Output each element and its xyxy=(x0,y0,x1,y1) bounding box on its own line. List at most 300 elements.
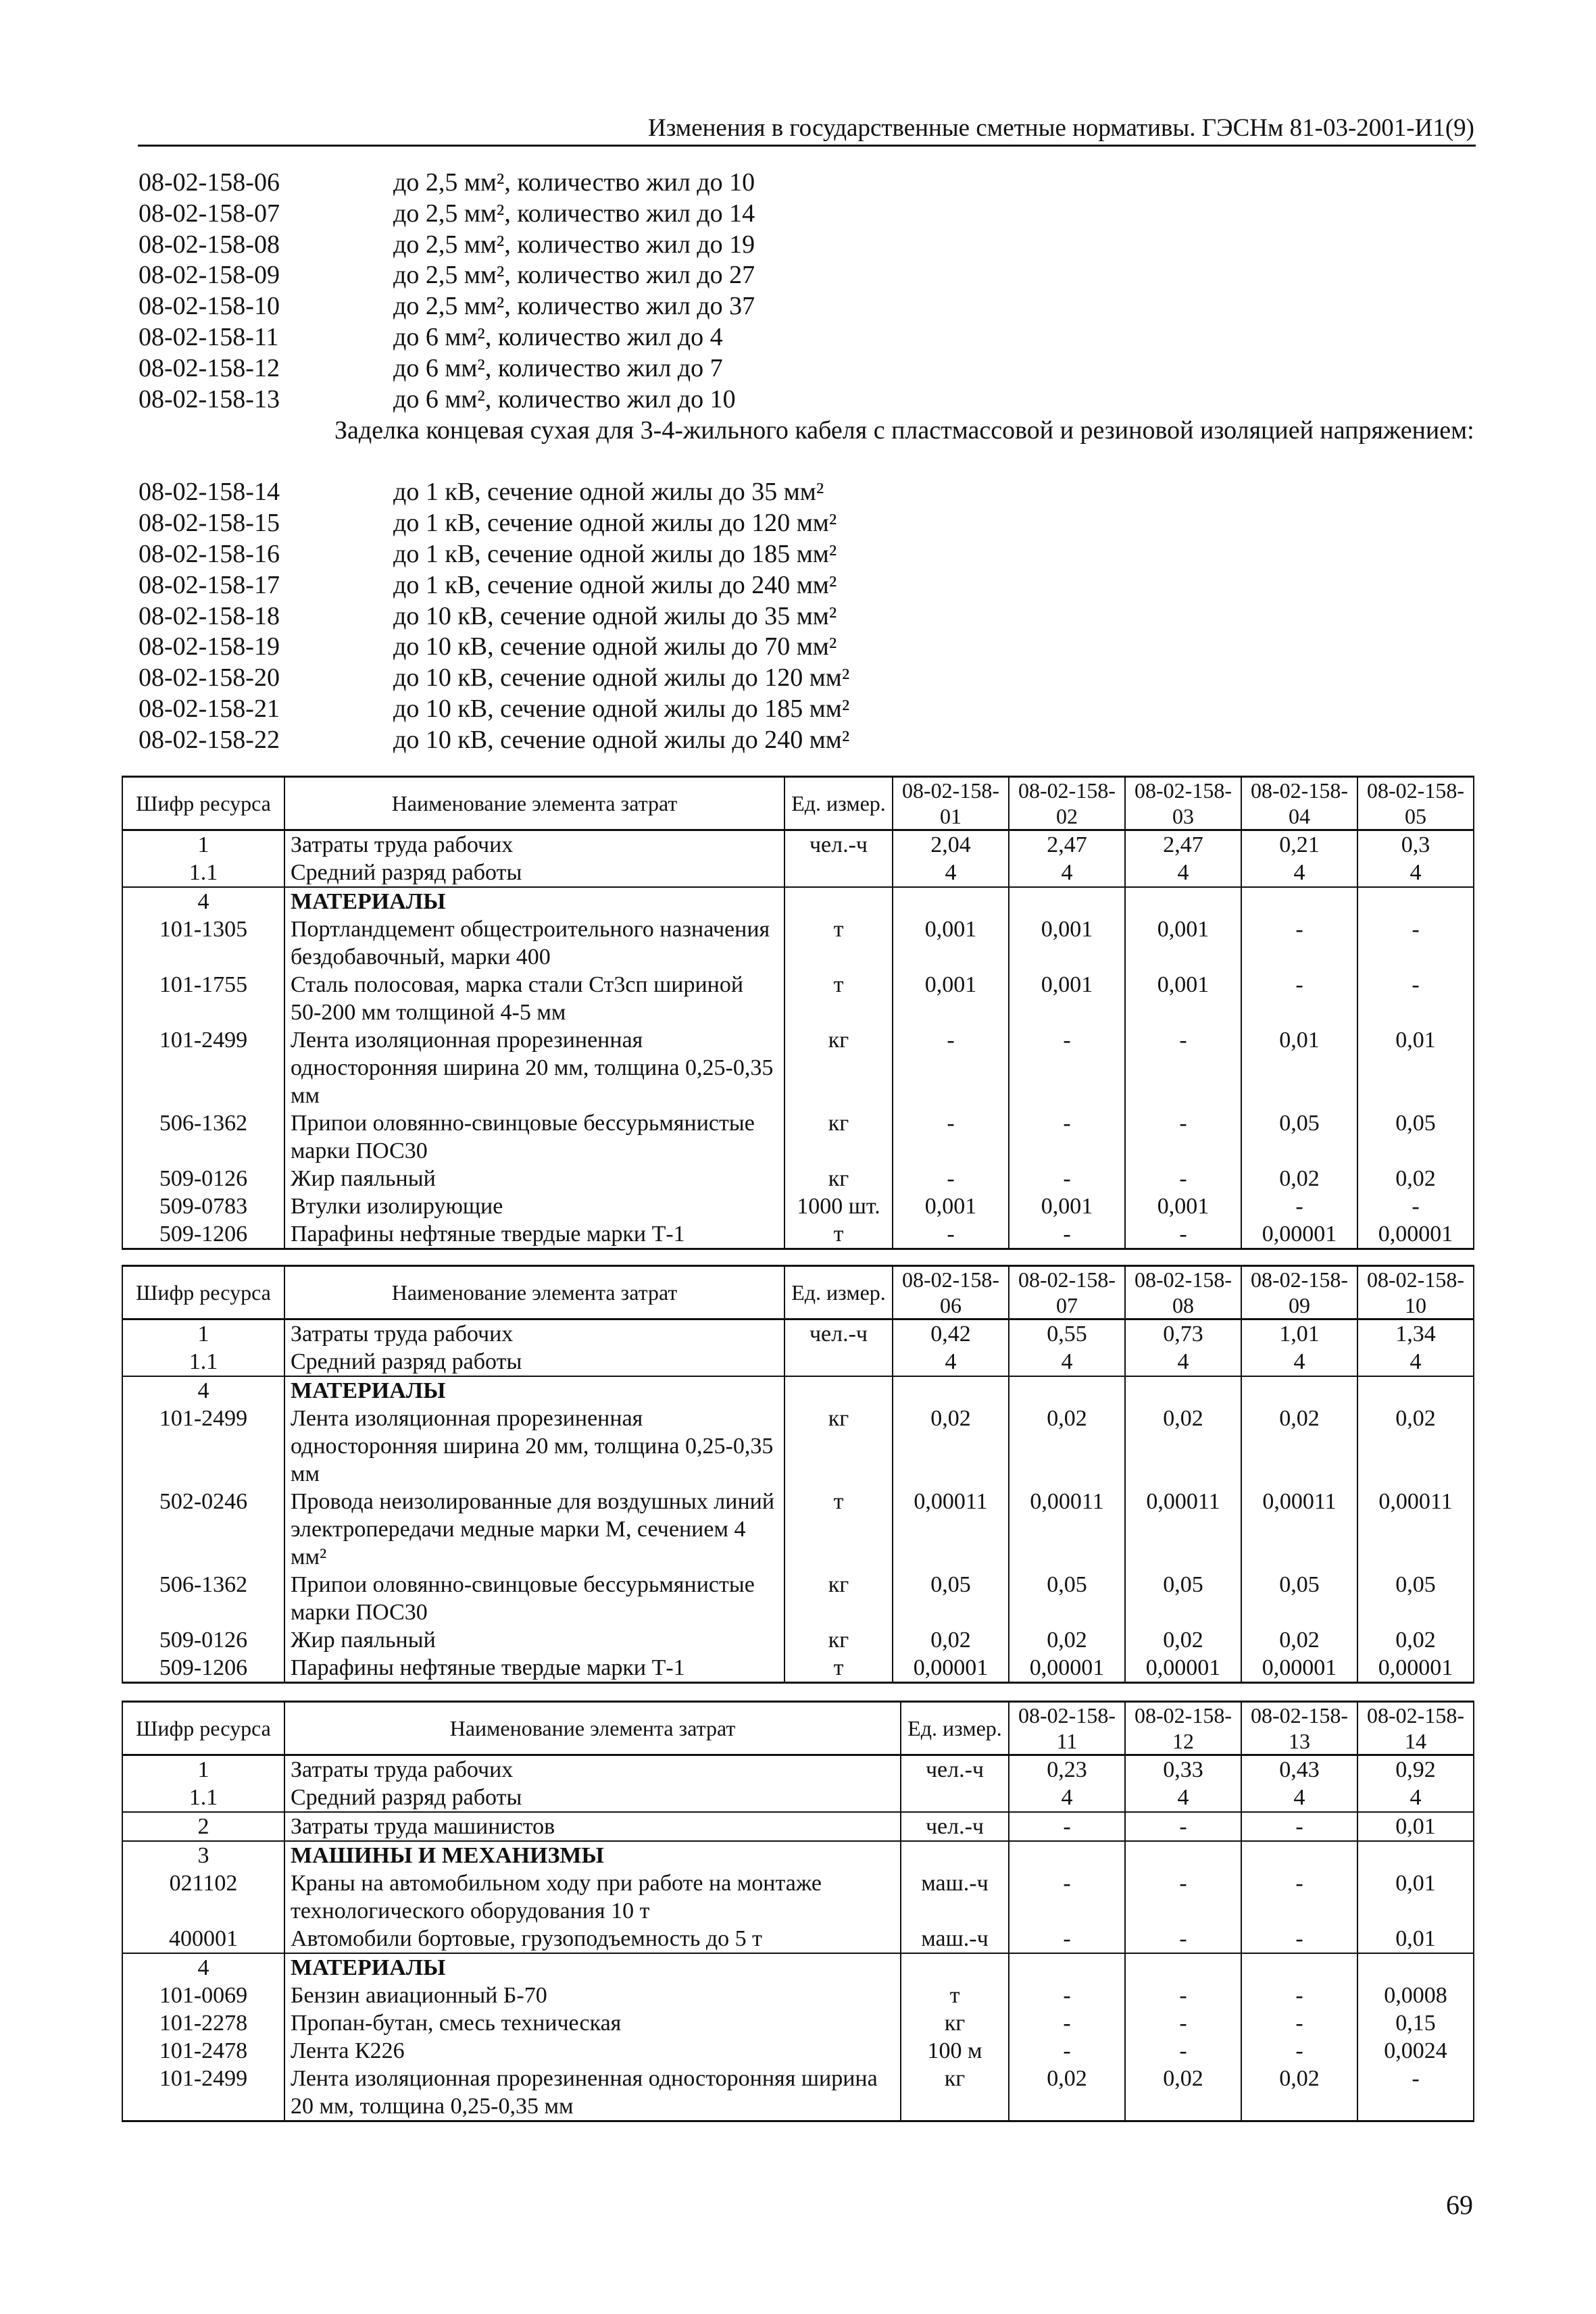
cell-value: - xyxy=(1009,1026,1125,1109)
code-list-item xyxy=(139,322,1476,353)
item-code: 08-02-158-20 xyxy=(139,663,280,693)
item-code: 08-02-158-16 xyxy=(139,539,280,568)
cell-name: Сталь полосовая, марка стали Ст3сп шириной 50-200 мм толщиной 4-5 мм xyxy=(284,971,784,1026)
cell-code: 1.1 xyxy=(122,1784,284,1812)
cell-unit: т xyxy=(784,1488,893,1571)
cell-value xyxy=(1125,1841,1241,1869)
cell-value: 0,00001 xyxy=(1357,1654,1474,1683)
item-code: 08-02-158-11 xyxy=(139,322,279,351)
cell-value: 0,00001 xyxy=(1241,1654,1357,1683)
cell-value xyxy=(1241,887,1357,915)
cell-value: 4 xyxy=(1125,859,1241,887)
cell-value: - xyxy=(1241,1869,1357,1925)
cell-unit: 100 м xyxy=(901,2037,1009,2065)
code-list-item xyxy=(139,260,1476,291)
item-description: до 6 мм², количество жил до 10 xyxy=(393,384,736,413)
cell-name: Парафины нефтяные твердые марки Т-1 xyxy=(284,1220,784,1249)
code-list-item xyxy=(139,725,1476,756)
cell-name: Затраты труда рабочих xyxy=(284,830,784,859)
item-description: до 6 мм², количество жил до 7 xyxy=(393,353,723,382)
cell-value: - xyxy=(1009,1165,1125,1192)
table-row xyxy=(122,1982,1474,2009)
cell-code: 101-0069 xyxy=(122,1982,284,2009)
table-row xyxy=(122,859,1474,887)
cell-value: 0,21 xyxy=(1241,830,1357,859)
cell-value xyxy=(1357,1841,1474,1869)
cell-value: 0,05 xyxy=(1357,1571,1474,1626)
cell-code: 101-2499 xyxy=(122,2065,284,2121)
cell-value: 4 xyxy=(1241,1348,1357,1376)
code-list-item xyxy=(139,477,1476,508)
cell-value: 0,0008 xyxy=(1357,1982,1474,2009)
cell-unit: т xyxy=(784,1220,893,1249)
cell-value: 0,02 xyxy=(1009,1405,1125,1488)
cell-unit: чел.-ч xyxy=(784,1319,893,1349)
cell-value xyxy=(1241,1953,1357,1982)
cell-name: Бензин авиационный Б-70 xyxy=(284,1982,901,2009)
item-description: до 6 мм², количество жил до 4 xyxy=(393,322,723,351)
cell-value: - xyxy=(1125,1812,1241,1841)
cell-value: 1,34 xyxy=(1357,1319,1474,1349)
cell-code: 4 xyxy=(122,887,284,915)
cell-name: Втулки изолирующие xyxy=(284,1192,784,1220)
cell-unit: кг xyxy=(901,2065,1009,2121)
item-code: 08-02-158-09 xyxy=(139,261,280,290)
cell-value: 4 xyxy=(1241,1784,1357,1812)
cell-value: 0,02 xyxy=(1241,1405,1357,1488)
cell-value: 0,01 xyxy=(1357,1026,1474,1109)
cell-value: - xyxy=(1241,971,1357,1026)
cell-value: 4 xyxy=(1125,1348,1241,1376)
item-description: до 10 кВ, сечение одной жилы до 185 мм² xyxy=(393,694,850,723)
cell-name: Затраты труда рабочих xyxy=(284,1319,784,1349)
code-list-item xyxy=(139,230,1476,261)
item-description: до 10 кВ, сечение одной жилы до 120 мм² xyxy=(393,663,850,693)
cell-name: Парафины нефтяные твердые марки Т-1 xyxy=(284,1654,784,1683)
cell-unit: т xyxy=(784,915,893,971)
header-name: Наименование элемента затрат xyxy=(284,777,784,830)
cell-value: - xyxy=(893,1165,1009,1192)
cell-unit xyxy=(901,1784,1009,1812)
table-row xyxy=(122,1571,1474,1626)
cell-unit: т xyxy=(901,1982,1009,2009)
cell-value: - xyxy=(1009,1812,1125,1841)
cell-value: 0,02 xyxy=(1009,1626,1125,1654)
cell-value: - xyxy=(1009,2009,1125,2037)
header-norm-code: 08-02-158-01 xyxy=(893,777,1009,830)
cell-value: - xyxy=(1241,1192,1357,1220)
table-row xyxy=(122,1165,1474,1192)
cell-value: 0,05 xyxy=(1125,1571,1241,1626)
code-list-item xyxy=(139,291,1476,322)
item-code: 08-02-158-17 xyxy=(139,570,280,599)
cell-value: 2,47 xyxy=(1009,830,1125,859)
cell-value: 0,02 xyxy=(893,1626,1009,1654)
header-unit: Ед. измер. xyxy=(901,1702,1009,1755)
cell-name: МАТЕРИАЛЫ xyxy=(284,1953,901,1982)
header-title: Изменения в государственные сметные нормативы. ГЭСНм 81-03-2001-И1(9) xyxy=(647,114,1474,142)
cell-name: МАТЕРИАЛЫ xyxy=(284,1376,784,1405)
cell-unit: кг xyxy=(784,1626,893,1654)
cell-value xyxy=(893,887,1009,915)
cell-name: Лента изоляционная прорезиненная односторонняя ширина 20 мм, толщина 0,25-0,35 мм xyxy=(284,1026,784,1109)
table-row xyxy=(122,1319,1474,1349)
table-row xyxy=(122,2065,1474,2121)
cell-value: - xyxy=(1241,1812,1357,1841)
item-description: до 1 кВ, сечение одной жилы до 240 мм² xyxy=(393,570,837,599)
cell-value: 0,05 xyxy=(1241,1571,1357,1626)
cell-name: Средний разряд работы xyxy=(284,1348,784,1376)
table-row xyxy=(122,971,1474,1026)
cell-value: 0,001 xyxy=(893,915,1009,971)
cell-code: 101-2499 xyxy=(122,1026,284,1109)
cell-value: - xyxy=(893,1220,1009,1249)
header-norm-code: 08-02-158-03 xyxy=(1125,777,1241,830)
item-code: 08-02-158-08 xyxy=(139,230,280,259)
cell-name: Припои оловянно-свинцовые бессурьмянистые марки ПОС30 xyxy=(284,1109,784,1165)
cell-value: 0,00011 xyxy=(1357,1488,1474,1571)
table-row xyxy=(122,1654,1474,1683)
cell-value: - xyxy=(1125,1982,1241,2009)
cell-value: - xyxy=(1125,1165,1241,1192)
cell-value: 0,00011 xyxy=(893,1488,1009,1571)
cell-unit xyxy=(784,859,893,887)
cell-value: 0,00011 xyxy=(1125,1488,1241,1571)
cell-value: - xyxy=(1009,1982,1125,2009)
cell-unit: т xyxy=(784,971,893,1026)
resource-table-2 xyxy=(122,1265,1474,1684)
cell-value: 4 xyxy=(1009,1784,1125,1812)
code-list-item xyxy=(139,601,1476,632)
code-list-item xyxy=(139,199,1476,230)
cell-value: 0,42 xyxy=(893,1319,1009,1349)
cell-value: 0,0024 xyxy=(1357,2037,1474,2065)
cell-code: 509-0126 xyxy=(122,1626,284,1654)
cell-value: 0,02 xyxy=(1125,1626,1241,1654)
item-code: 08-02-158-12 xyxy=(139,353,280,382)
cell-code: 1 xyxy=(122,1755,284,1784)
cell-value xyxy=(1009,1841,1125,1869)
cell-name: Лента изоляционная прорезиненная односторонняя ширина 20 мм, толщина 0,25-0,35 мм xyxy=(284,2065,901,2121)
cell-value xyxy=(1357,1953,1474,1982)
cell-value: 0,02 xyxy=(1357,1626,1474,1654)
cell-unit: кг xyxy=(784,1109,893,1165)
table-row xyxy=(122,1376,1474,1405)
cell-value: 0,00001 xyxy=(1357,1220,1474,1249)
cell-code: 509-1206 xyxy=(122,1654,284,1683)
cell-value: 4 xyxy=(1125,1784,1241,1812)
cell-unit: маш.-ч xyxy=(901,1869,1009,1925)
table-row xyxy=(122,915,1474,971)
cell-code: 506-1362 xyxy=(122,1109,284,1165)
cell-value: 4 xyxy=(893,859,1009,887)
item-code: 08-02-158-19 xyxy=(139,632,280,661)
table-row xyxy=(122,1220,1474,1249)
code-list-item xyxy=(139,570,1476,601)
cell-value: 0,00011 xyxy=(1009,1488,1125,1571)
header-norm-code: 08-02-158-13 xyxy=(1241,1702,1357,1755)
cell-unit: чел.-ч xyxy=(901,1755,1009,1784)
item-code: 08-02-158-13 xyxy=(139,384,280,413)
item-code: 08-02-158-21 xyxy=(139,694,280,723)
header-norm-code: 08-02-158-12 xyxy=(1125,1702,1241,1755)
cell-value: - xyxy=(1125,1925,1241,1953)
cell-value: 0,001 xyxy=(893,971,1009,1026)
table-header-row xyxy=(122,1266,1474,1319)
cell-code: 101-2499 xyxy=(122,1405,284,1488)
cell-value xyxy=(893,1376,1009,1405)
cell-code: 101-1755 xyxy=(122,971,284,1026)
cell-value: 0,001 xyxy=(1125,1192,1241,1220)
cell-value: - xyxy=(1241,2037,1357,2065)
header-rule xyxy=(138,145,1476,147)
cell-value: 4 xyxy=(1009,1348,1125,1376)
item-code: 08-02-158-06 xyxy=(139,168,280,197)
cell-value: 0,01 xyxy=(1357,1869,1474,1925)
cell-unit: кг xyxy=(784,1165,893,1192)
page-number: 69 xyxy=(1446,2190,1473,2220)
cell-value: - xyxy=(1357,971,1474,1026)
cell-code: 509-1206 xyxy=(122,1220,284,1249)
header-name: Наименование элемента затрат xyxy=(284,1702,901,1755)
table-row xyxy=(122,1348,1474,1376)
header-norm-code: 08-02-158-11 xyxy=(1009,1702,1125,1755)
cell-value: 0,05 xyxy=(1241,1109,1357,1165)
table-row xyxy=(122,1488,1474,1571)
table-row xyxy=(122,1953,1474,1982)
cell-unit: чел.-ч xyxy=(901,1812,1009,1841)
item-description: до 10 кВ, сечение одной жилы до 35 мм² xyxy=(393,601,837,630)
table-row xyxy=(122,887,1474,915)
code-list-item xyxy=(139,632,1476,663)
table-row xyxy=(122,1755,1474,1784)
cell-value: - xyxy=(1357,1192,1474,1220)
cell-name: Автомобили бортовые, грузоподъемность до 5 т xyxy=(284,1925,901,1953)
cell-unit: т xyxy=(784,1654,893,1683)
cell-name: Затраты труда рабочих xyxy=(284,1755,901,1784)
cell-value: - xyxy=(893,1026,1009,1109)
cell-value xyxy=(1125,1376,1241,1405)
table-row xyxy=(122,1109,1474,1165)
cell-value: - xyxy=(1125,1026,1241,1109)
table-row xyxy=(122,1841,1474,1869)
cell-value xyxy=(1009,1953,1125,1982)
cell-value: - xyxy=(1241,2009,1357,2037)
code-list-item xyxy=(139,508,1476,539)
cell-code: 4 xyxy=(122,1953,284,1982)
header-code: Шифр ресурса xyxy=(122,1702,284,1755)
cell-value: - xyxy=(1357,915,1474,971)
table-row xyxy=(122,2009,1474,2037)
cell-value: 0,001 xyxy=(1125,971,1241,1026)
cell-value: 0,00001 xyxy=(1125,1654,1241,1683)
cell-value: - xyxy=(1241,1982,1357,2009)
cell-value: 2,47 xyxy=(1125,830,1241,859)
cell-value xyxy=(1125,887,1241,915)
cell-value: 0,001 xyxy=(1009,1192,1125,1220)
cell-value: 0,55 xyxy=(1009,1319,1125,1349)
section-heading-text: Заделка концевая сухая для 3-4-жильного кабеля с пластмассовой и резиновой изоляцией напряжением: xyxy=(334,416,1474,445)
cell-value: - xyxy=(1125,2037,1241,2065)
header-norm-code: 08-02-158-04 xyxy=(1241,777,1357,830)
table-row xyxy=(122,1869,1474,1925)
cell-value xyxy=(1357,1376,1474,1405)
cell-value: 4 xyxy=(1357,1784,1474,1812)
cell-value: 4 xyxy=(1241,859,1357,887)
item-code: 08-02-158-15 xyxy=(139,509,280,538)
cell-value: 0,33 xyxy=(1125,1755,1241,1784)
cell-name: Лента изоляционная прорезиненная односторонняя ширина 20 мм, толщина 0,25-0,35 мм xyxy=(284,1405,784,1488)
cell-value: - xyxy=(1241,1925,1357,1953)
cell-name: Портландцемент общестроительного назначения бездобавочный, марки 400 xyxy=(284,915,784,971)
cell-value: 0,02 xyxy=(1357,1165,1474,1192)
cell-value: 0,00011 xyxy=(1241,1488,1357,1571)
cell-value: 0,3 xyxy=(1357,830,1474,859)
cell-value: 0,001 xyxy=(1125,915,1241,971)
cell-unit: кг xyxy=(784,1405,893,1488)
cell-value: 2,04 xyxy=(893,830,1009,859)
cell-value: - xyxy=(1241,915,1357,971)
cell-code: 021102 xyxy=(122,1869,284,1925)
cell-value: 0,05 xyxy=(1357,1109,1474,1165)
item-code: 08-02-158-22 xyxy=(139,725,280,754)
code-list-item xyxy=(139,663,1476,694)
code-list-item xyxy=(139,539,1476,570)
cell-value: 0,02 xyxy=(1241,1626,1357,1654)
code-list-item xyxy=(139,384,1476,416)
cell-code: 4 xyxy=(122,1376,284,1405)
resource-table-1 xyxy=(122,776,1474,1250)
cell-value: 1,01 xyxy=(1241,1319,1357,1349)
cell-value: - xyxy=(1125,1109,1241,1165)
cell-value: - xyxy=(1125,1220,1241,1249)
cell-value xyxy=(1125,1953,1241,1982)
cell-code: 1 xyxy=(122,830,284,859)
cell-unit xyxy=(784,887,893,915)
cell-code: 1.1 xyxy=(122,1348,284,1376)
header-norm-code: 08-02-158-10 xyxy=(1357,1266,1474,1319)
cell-code: 3 xyxy=(122,1841,284,1869)
header-norm-code: 08-02-158-07 xyxy=(1009,1266,1125,1319)
cell-value xyxy=(1009,1376,1125,1405)
cell-name: Лента К226 xyxy=(284,2037,901,2065)
cell-unit: кг xyxy=(784,1571,893,1626)
cell-value: 0,00001 xyxy=(1009,1654,1125,1683)
cell-name: МАТЕРИАЛЫ xyxy=(284,887,784,915)
table-row xyxy=(122,830,1474,859)
cell-name: Средний разряд работы xyxy=(284,859,784,887)
cell-value: - xyxy=(1009,2037,1125,2065)
item-description: до 10 кВ, сечение одной жилы до 240 мм² xyxy=(393,725,850,754)
cell-value: 0,02 xyxy=(1125,1405,1241,1488)
cell-unit: кг xyxy=(784,1026,893,1109)
table-row xyxy=(122,1925,1474,1953)
cell-value: 0,05 xyxy=(1009,1571,1125,1626)
cell-name: Средний разряд работы xyxy=(284,1784,901,1812)
item-code: 08-02-158-10 xyxy=(139,292,280,321)
item-description: до 2,5 мм², количество жил до 27 xyxy=(393,261,755,290)
cell-unit xyxy=(784,1376,893,1405)
cell-unit: маш.-ч xyxy=(901,1925,1009,1953)
section-heading xyxy=(139,415,1476,477)
cell-value: 0,001 xyxy=(1009,971,1125,1026)
item-description: до 2,5 мм², количество жил до 37 xyxy=(393,292,755,321)
cell-name: Пропан-бутан, смесь техническая xyxy=(284,2009,901,2037)
resource-table-3 xyxy=(122,1701,1474,2122)
code-list-item xyxy=(139,694,1476,725)
cell-name: Жир паяльный xyxy=(284,1626,784,1654)
cell-code: 509-0126 xyxy=(122,1165,284,1192)
cell-code: 2 xyxy=(122,1812,284,1841)
header-norm-code: 08-02-158-06 xyxy=(893,1266,1009,1319)
cell-value: 0,00001 xyxy=(1241,1220,1357,1249)
item-description: до 10 кВ, сечение одной жилы до 70 мм² xyxy=(393,632,837,661)
cell-code: 502-0246 xyxy=(122,1488,284,1571)
cell-name: Провода неизолированные для воздушных линий электропередачи медные марки М, сечением 4 мм² xyxy=(284,1488,784,1571)
cell-value: - xyxy=(1009,1220,1125,1249)
cell-value: - xyxy=(893,1109,1009,1165)
header-norm-code: 08-02-158-09 xyxy=(1241,1266,1357,1319)
code-list-item xyxy=(139,353,1476,384)
cell-code: 101-1305 xyxy=(122,915,284,971)
cell-unit: чел.-ч xyxy=(784,830,893,859)
header-norm-code: 08-02-158-05 xyxy=(1357,777,1474,830)
cell-name: Затраты труда машинистов xyxy=(284,1812,901,1841)
cell-unit xyxy=(901,1953,1009,1982)
table-row xyxy=(122,1026,1474,1109)
item-description: до 1 кВ, сечение одной жилы до 185 мм² xyxy=(393,539,837,568)
cell-unit xyxy=(901,1841,1009,1869)
table-row xyxy=(122,1812,1474,1841)
table-row xyxy=(122,1192,1474,1220)
cell-code: 101-2478 xyxy=(122,2037,284,2065)
header-norm-code: 08-02-158-08 xyxy=(1125,1266,1241,1319)
table-row xyxy=(122,1784,1474,1812)
cell-value: 0,43 xyxy=(1241,1755,1357,1784)
cell-unit: кг xyxy=(901,2009,1009,2037)
table-header-row xyxy=(122,777,1474,830)
item-code: 08-02-158-14 xyxy=(139,478,280,507)
cell-value: 0,01 xyxy=(1357,1812,1474,1841)
header-unit: Ед. измер. xyxy=(784,777,893,830)
table-row xyxy=(122,1405,1474,1488)
item-code: 08-02-158-18 xyxy=(139,601,280,630)
cell-value xyxy=(1357,887,1474,915)
header-unit: Ед. измер. xyxy=(784,1266,893,1319)
cell-value: 0,05 xyxy=(893,1571,1009,1626)
code-list-item xyxy=(139,168,1476,199)
cell-value: 0,001 xyxy=(893,1192,1009,1220)
cell-value: 0,23 xyxy=(1009,1755,1125,1784)
cell-value: - xyxy=(1357,2065,1474,2121)
item-description: до 1 кВ, сечение одной жилы до 120 мм² xyxy=(393,509,837,538)
cell-name: Краны на автомобильном ходу при работе на монтаже технологического оборудования 10 т xyxy=(284,1869,901,1925)
header-norm-code: 08-02-158-14 xyxy=(1357,1702,1474,1755)
cell-code: 506-1362 xyxy=(122,1571,284,1626)
table-header-row xyxy=(122,1702,1474,1755)
cell-value: - xyxy=(1009,1925,1125,1953)
cell-value: 0,15 xyxy=(1357,2009,1474,2037)
cell-value xyxy=(1241,1841,1357,1869)
cell-value: 4 xyxy=(1009,859,1125,887)
cell-value: 0,02 xyxy=(1009,2065,1125,2121)
cell-value: - xyxy=(1009,1869,1125,1925)
cell-unit xyxy=(784,1348,893,1376)
cell-value: 0,73 xyxy=(1125,1319,1241,1349)
codes-list xyxy=(139,168,1476,756)
header-name: Наименование элемента затрат xyxy=(284,1266,784,1319)
cell-code: 101-2278 xyxy=(122,2009,284,2037)
